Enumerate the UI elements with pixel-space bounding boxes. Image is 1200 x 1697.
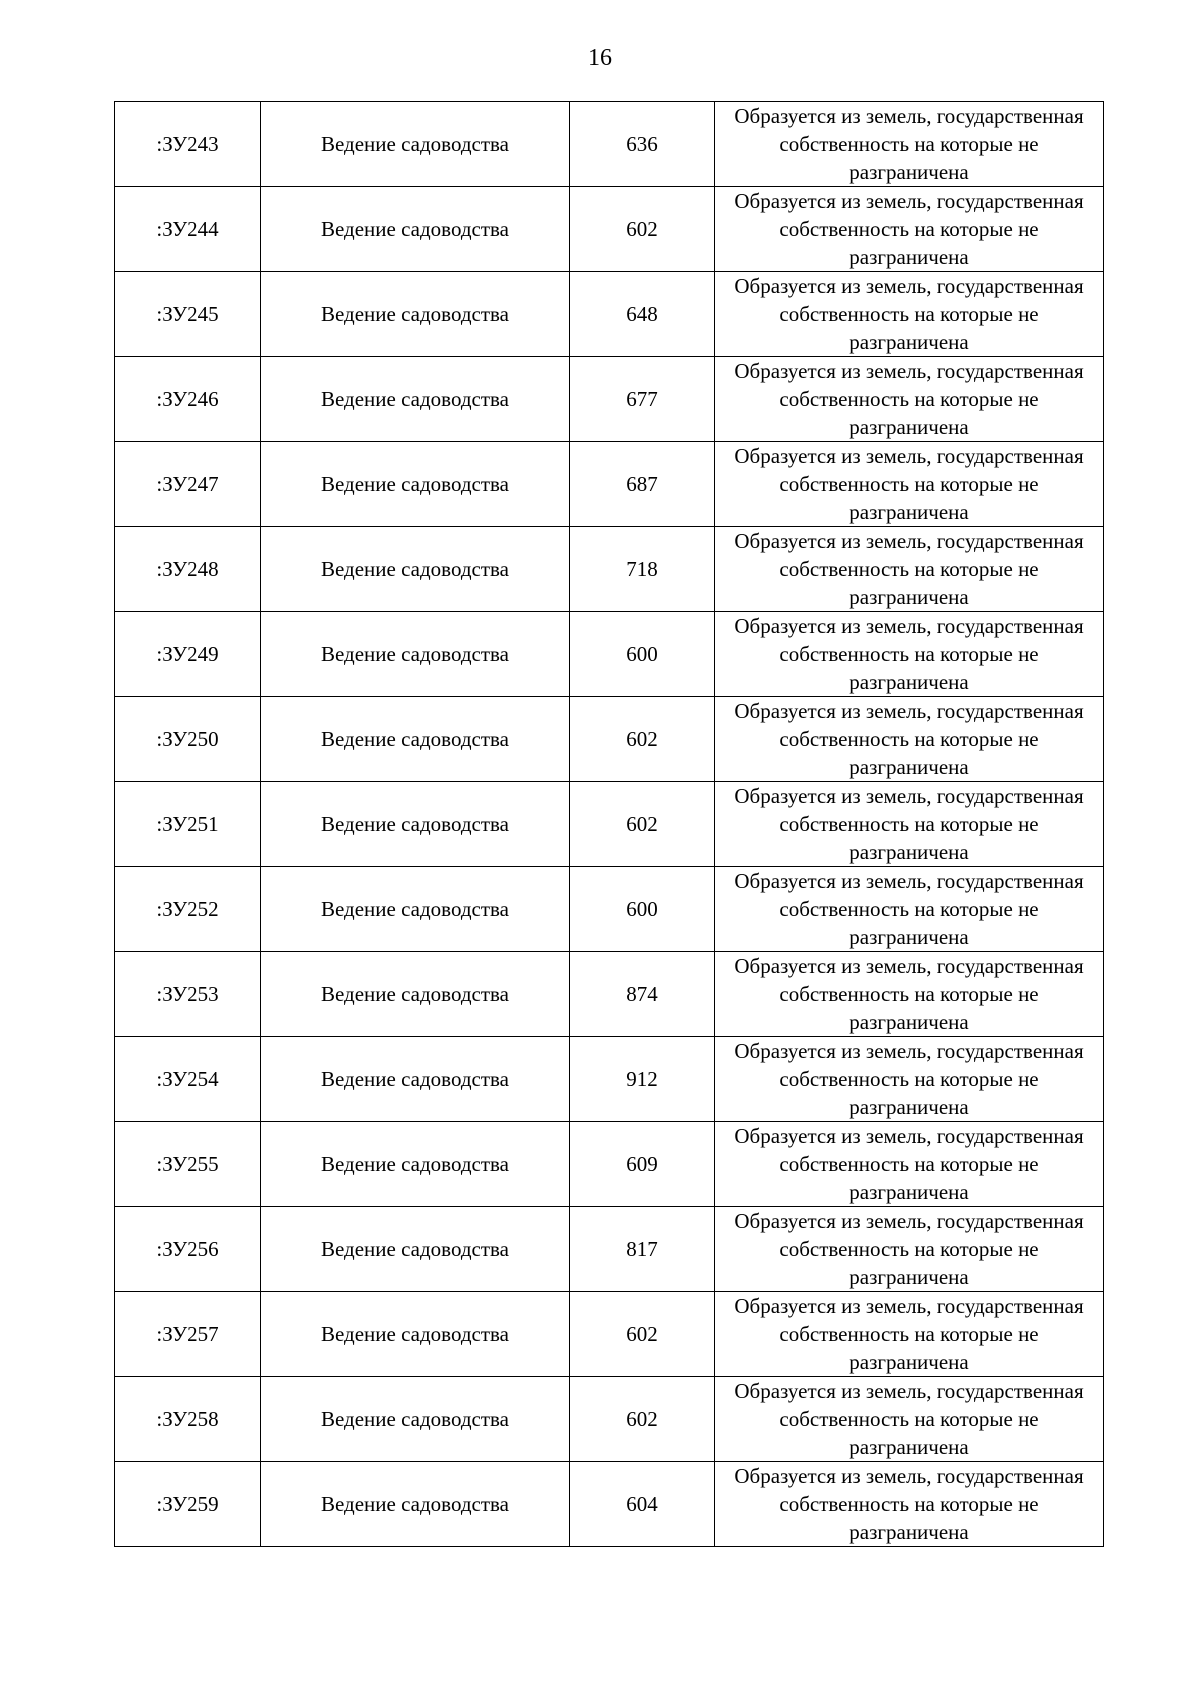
note-cell-text: Образуется из земель, государственная собственность на которые не разграничена bbox=[734, 1124, 1084, 1204]
permitted-use-cell-text: Ведение садоводства bbox=[321, 387, 509, 411]
table-row bbox=[115, 1462, 1104, 1547]
permitted-use-cell bbox=[261, 952, 570, 1037]
note-cell bbox=[715, 442, 1104, 527]
plot-id-cell bbox=[115, 952, 261, 1037]
plot-id-cell bbox=[115, 187, 261, 272]
area-cell bbox=[570, 1377, 715, 1462]
permitted-use-cell bbox=[261, 867, 570, 952]
plot-id-cell-text: :ЗУ257 bbox=[156, 1322, 219, 1346]
area-cell-text: 677 bbox=[626, 387, 658, 411]
area-cell-text: 718 bbox=[626, 557, 658, 581]
plot-id-cell-text: :ЗУ251 bbox=[156, 812, 219, 836]
area-cell-text: 636 bbox=[626, 132, 658, 156]
plot-id-cell bbox=[115, 1292, 261, 1377]
table-row bbox=[115, 527, 1104, 612]
permitted-use-cell bbox=[261, 612, 570, 697]
plot-id-cell-text: :ЗУ253 bbox=[156, 982, 219, 1006]
permitted-use-cell bbox=[261, 442, 570, 527]
note-cell bbox=[715, 1377, 1104, 1462]
area-cell-text: 912 bbox=[626, 1067, 658, 1091]
note-cell bbox=[715, 697, 1104, 782]
plot-id-cell bbox=[115, 1122, 261, 1207]
note-cell bbox=[715, 867, 1104, 952]
area-cell bbox=[570, 272, 715, 357]
plot-id-cell bbox=[115, 782, 261, 867]
plot-id-cell-text: :ЗУ243 bbox=[156, 132, 219, 156]
permitted-use-cell-text: Ведение садоводства bbox=[321, 1152, 509, 1176]
table-row bbox=[115, 102, 1104, 187]
plot-id-cell bbox=[115, 697, 261, 782]
note-cell bbox=[715, 187, 1104, 272]
plot-id-cell-text: :ЗУ256 bbox=[156, 1237, 219, 1261]
table-row bbox=[115, 782, 1104, 867]
permitted-use-cell bbox=[261, 1122, 570, 1207]
area-cell-text: 687 bbox=[626, 472, 658, 496]
permitted-use-cell-text: Ведение садоводства bbox=[321, 132, 509, 156]
area-cell bbox=[570, 697, 715, 782]
note-cell-text: Образуется из земель, государственная собственность на которые не разграничена bbox=[734, 1209, 1084, 1289]
plot-id-cell bbox=[115, 1037, 261, 1122]
area-cell-text: 602 bbox=[626, 1407, 658, 1431]
table-row bbox=[115, 1207, 1104, 1292]
permitted-use-cell bbox=[261, 1207, 570, 1292]
area-cell bbox=[570, 612, 715, 697]
plot-id-cell-text: :ЗУ255 bbox=[156, 1152, 219, 1176]
area-cell-text: 600 bbox=[626, 642, 658, 666]
table-body bbox=[115, 102, 1104, 1547]
table-row bbox=[115, 357, 1104, 442]
note-cell-text: Образуется из земель, государственная собственность на которые не разграничена bbox=[734, 444, 1084, 524]
permitted-use-cell-text: Ведение садоводства bbox=[321, 1237, 509, 1261]
plot-id-cell bbox=[115, 357, 261, 442]
permitted-use-cell-text: Ведение садоводства bbox=[321, 1492, 509, 1516]
area-cell-text: 817 bbox=[626, 1237, 658, 1261]
note-cell-text: Образуется из земель, государственная собственность на которые не разграничена bbox=[734, 189, 1084, 269]
note-cell bbox=[715, 102, 1104, 187]
area-cell bbox=[570, 187, 715, 272]
note-cell bbox=[715, 782, 1104, 867]
note-cell-text: Образуется из земель, государственная собственность на которые не разграничена bbox=[734, 1464, 1084, 1544]
note-cell-text: Образуется из земель, государственная собственность на которые не разграничена bbox=[734, 1294, 1084, 1374]
plot-id-cell-text: :ЗУ248 bbox=[156, 557, 219, 581]
plot-id-cell bbox=[115, 1377, 261, 1462]
plot-id-cell-text: :ЗУ259 bbox=[156, 1492, 219, 1516]
table-row bbox=[115, 612, 1104, 697]
note-cell bbox=[715, 272, 1104, 357]
plot-id-cell bbox=[115, 527, 261, 612]
note-cell bbox=[715, 1292, 1104, 1377]
page-number: 16 bbox=[588, 45, 612, 71]
plot-id-cell bbox=[115, 1207, 261, 1292]
area-cell-text: 600 bbox=[626, 897, 658, 921]
table-row bbox=[115, 1122, 1104, 1207]
note-cell bbox=[715, 952, 1104, 1037]
area-cell bbox=[570, 867, 715, 952]
area-cell bbox=[570, 1462, 715, 1547]
note-cell bbox=[715, 1462, 1104, 1547]
area-cell-text: 648 bbox=[626, 302, 658, 326]
permitted-use-cell bbox=[261, 697, 570, 782]
note-cell-text: Образуется из земель, государственная собственность на которые не разграничена bbox=[734, 1039, 1084, 1119]
permitted-use-cell bbox=[261, 782, 570, 867]
area-cell bbox=[570, 102, 715, 187]
permitted-use-cell-text: Ведение садоводства bbox=[321, 217, 509, 241]
permitted-use-cell bbox=[261, 357, 570, 442]
note-cell bbox=[715, 357, 1104, 442]
plot-id-cell bbox=[115, 867, 261, 952]
plot-id-cell bbox=[115, 272, 261, 357]
plot-id-cell bbox=[115, 1462, 261, 1547]
permitted-use-cell-text: Ведение садоводства bbox=[321, 812, 509, 836]
plot-id-cell-text: :ЗУ247 bbox=[156, 472, 219, 496]
table-row bbox=[115, 1292, 1104, 1377]
note-cell-text: Образуется из земель, государственная собственность на которые не разграничена bbox=[734, 1379, 1084, 1459]
area-cell bbox=[570, 1292, 715, 1377]
table-row bbox=[115, 1377, 1104, 1462]
area-cell-text: 874 bbox=[626, 982, 658, 1006]
permitted-use-cell bbox=[261, 187, 570, 272]
note-cell bbox=[715, 612, 1104, 697]
permitted-use-cell bbox=[261, 1037, 570, 1122]
note-cell-text: Образуется из земель, государственная собственность на которые не разграничена bbox=[734, 699, 1084, 779]
permitted-use-cell-text: Ведение садоводства bbox=[321, 642, 509, 666]
plot-id-cell-text: :ЗУ254 bbox=[156, 1067, 219, 1091]
note-cell bbox=[715, 1122, 1104, 1207]
note-cell bbox=[715, 1207, 1104, 1292]
permitted-use-cell-text: Ведение садоводства bbox=[321, 302, 509, 326]
note-cell-text: Образуется из земель, государственная собственность на которые не разграничена bbox=[734, 614, 1084, 694]
plot-id-cell-text: :ЗУ249 bbox=[156, 642, 219, 666]
permitted-use-cell-text: Ведение садоводства bbox=[321, 472, 509, 496]
permitted-use-cell-text: Ведение садоводства bbox=[321, 557, 509, 581]
table-row bbox=[115, 867, 1104, 952]
table-row bbox=[115, 1037, 1104, 1122]
permitted-use-cell-text: Ведение садоводства bbox=[321, 1407, 509, 1431]
area-cell bbox=[570, 782, 715, 867]
plot-id-cell-text: :ЗУ250 bbox=[156, 727, 219, 751]
permitted-use-cell bbox=[261, 102, 570, 187]
plot-id-cell-text: :ЗУ252 bbox=[156, 897, 219, 921]
permitted-use-cell bbox=[261, 1292, 570, 1377]
area-cell bbox=[570, 442, 715, 527]
table-row bbox=[115, 442, 1104, 527]
permitted-use-cell bbox=[261, 527, 570, 612]
table-row bbox=[115, 187, 1104, 272]
plot-id-cell bbox=[115, 102, 261, 187]
plot-id-cell-text: :ЗУ245 bbox=[156, 302, 219, 326]
area-cell-text: 602 bbox=[626, 1322, 658, 1346]
plot-id-cell-text: :ЗУ258 bbox=[156, 1407, 219, 1431]
permitted-use-cell-text: Ведение садоводства bbox=[321, 897, 509, 921]
table-row bbox=[115, 272, 1104, 357]
note-cell bbox=[715, 1037, 1104, 1122]
area-cell-text: 602 bbox=[626, 217, 658, 241]
area-cell bbox=[570, 357, 715, 442]
area-cell-text: 602 bbox=[626, 727, 658, 751]
note-cell-text: Образуется из земель, государственная собственность на которые не разграничена bbox=[734, 869, 1084, 949]
land-plots-table bbox=[114, 101, 1104, 1547]
note-cell-text: Образуется из земель, государственная собственность на которые не разграничена bbox=[734, 529, 1084, 609]
note-cell bbox=[715, 527, 1104, 612]
note-cell-text: Образуется из земель, государственная собственность на которые не разграничена bbox=[734, 359, 1084, 439]
permitted-use-cell-text: Ведение садоводства bbox=[321, 727, 509, 751]
area-cell bbox=[570, 1207, 715, 1292]
permitted-use-cell bbox=[261, 1377, 570, 1462]
note-cell-text: Образуется из земель, государственная собственность на которые не разграничена bbox=[734, 104, 1084, 184]
plot-id-cell bbox=[115, 612, 261, 697]
permitted-use-cell bbox=[261, 1462, 570, 1547]
permitted-use-cell-text: Ведение садоводства bbox=[321, 982, 509, 1006]
area-cell bbox=[570, 952, 715, 1037]
note-cell-text: Образуется из земель, государственная собственность на которые не разграничена bbox=[734, 784, 1084, 864]
permitted-use-cell-text: Ведение садоводства bbox=[321, 1322, 509, 1346]
note-cell-text: Образуется из земель, государственная собственность на которые не разграничена bbox=[734, 954, 1084, 1034]
area-cell bbox=[570, 527, 715, 612]
area-cell-text: 602 bbox=[626, 812, 658, 836]
plot-id-cell bbox=[115, 442, 261, 527]
plot-id-cell-text: :ЗУ246 bbox=[156, 387, 219, 411]
note-cell-text: Образуется из земель, государственная собственность на которые не разграничена bbox=[734, 274, 1084, 354]
area-cell-text: 609 bbox=[626, 1152, 658, 1176]
area-cell bbox=[570, 1037, 715, 1122]
area-cell-text: 604 bbox=[626, 1492, 658, 1516]
area-cell bbox=[570, 1122, 715, 1207]
permitted-use-cell-text: Ведение садоводства bbox=[321, 1067, 509, 1091]
table-row bbox=[115, 952, 1104, 1037]
permitted-use-cell bbox=[261, 272, 570, 357]
plot-id-cell-text: :ЗУ244 bbox=[156, 217, 219, 241]
table-row bbox=[115, 697, 1104, 782]
